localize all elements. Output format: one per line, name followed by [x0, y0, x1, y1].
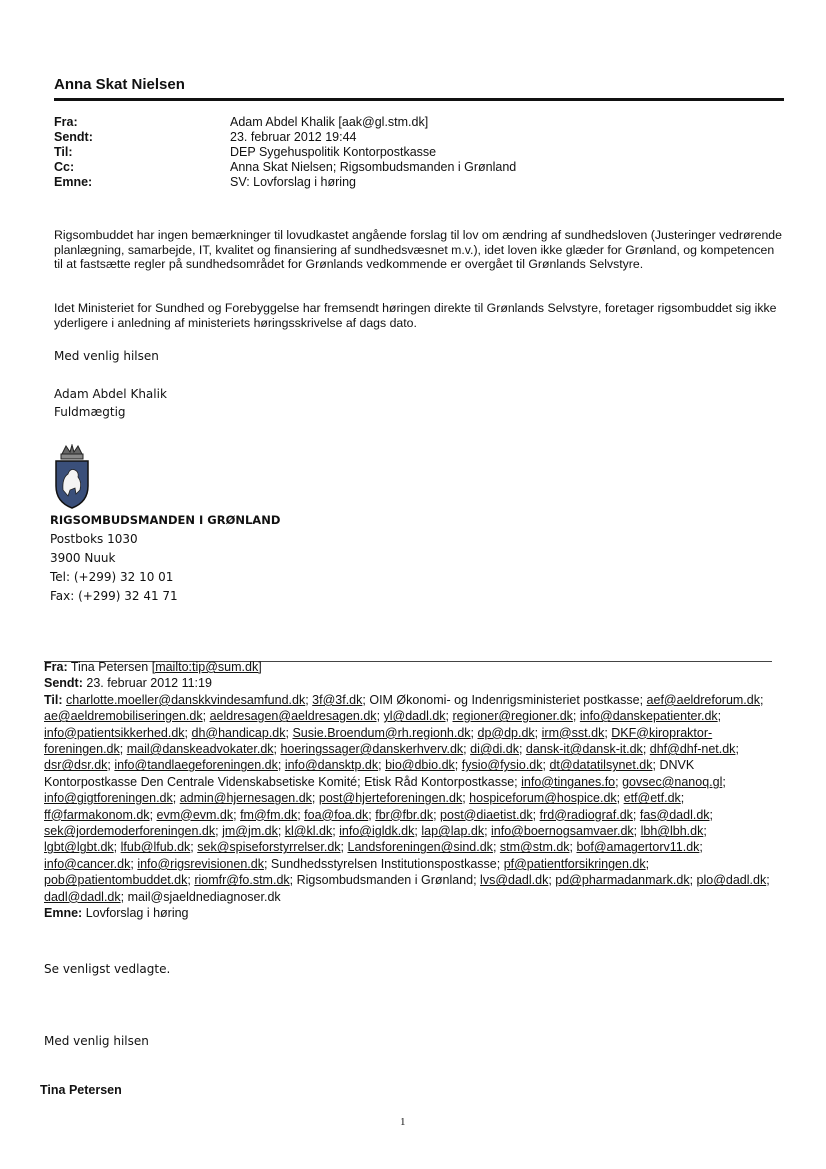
- forward-from-name: Tina Petersen: [70, 660, 149, 674]
- forward-signer: Tina Petersen: [40, 1083, 122, 1097]
- address-line: Fax: (+299) 32 41 71: [50, 589, 178, 603]
- recipient-link[interactable]: DKF@kiropraktor-foreningen.dk: [44, 725, 713, 757]
- recipient-name: Etisk Råd Kontorpostkasse: [364, 774, 515, 789]
- recipient-link[interactable]: admin@hjernesagen.dk: [179, 791, 312, 806]
- forward-from-label: Fra:: [44, 660, 68, 674]
- recipient-link[interactable]: frd@radiograf.dk: [539, 807, 633, 822]
- forward-body: Se venligst vedlagte.: [44, 962, 171, 976]
- body-paragraph-2: Idet Ministeriet for Sundhed og Forebyggelse har fremsendt høringen direkte til Grønlands Selvstyre, foretager rigsombuddet sig ikke yderligere i anledning af ministeriets høringsskrivelse af dags dato.: [54, 301, 777, 330]
- recipient-link[interactable]: hoeringssager@danskerhverv.dk: [280, 742, 464, 757]
- recipient-link[interactable]: hospiceforum@hospice.dk: [469, 791, 617, 806]
- recipient-link[interactable]: info@rigsrevisionen.dk: [137, 856, 264, 871]
- recipient-link[interactable]: stm@stm.dk: [499, 840, 570, 855]
- recipient-link[interactable]: dhf@dhf-net.dk: [649, 742, 736, 757]
- recipient-link[interactable]: kl@kl.dk: [284, 824, 333, 839]
- recipient-link[interactable]: info@boernogsamvaer.dk: [491, 824, 634, 839]
- forward-sent: 23. februar 2012 11:19: [86, 676, 212, 691]
- recipient-list: charlotte.moeller@danskkvindesamfund.dk; 3f@3f.dk; OIM Økonomi- og Indenrigsministeriet postkasse; aef@aeldreforum.dk; ae@aeldremobiliseringen.dk; aeldresagen@aeldresagen.dk; yl@dadl.dk; regioner@regioner.dk; info@danskepatienter.dk; info@patientsikkerhed.dk; dh@handicap.dk; Susie.Broendum@rh.regionh.dk; dp@dp.dk; irm@sst.dk; DKF@kiropraktor-foreningen.dk; mail@danskeadvokater.dk; hoeringssager@danskerhverv.dk; di@di.dk; dansk-it@dansk-it.dk; dhf@dhf-net.dk; dsr@dsr.dk; info@tandlaegeforeningen.dk; info@dansktp.dk; bio@dbio.dk; fysio@fysio.dk; dt@datatilsynet.dk; DNVK Kontorpostkasse Den Centrale Videnskabsetiske Komité; Etisk Råd Kontorpostkasse; info@tinganes.fo; govsec@nanoq.gl; info@gigtforeningen.dk; admin@hjernesagen.dk; post@hjerteforeningen.dk; hospiceforum@hospice.dk; etf@etf.dk; ff@farmakonom.dk; evm@evm.dk; fm@fm.dk; foa@foa.dk; fbr@fbr.dk; post@diaetist.dk; frd@radiograf.dk; fas@dadl.dk; sek@jordemoderforeningen.dk; jm@jm.dk; kl@kl.dk; info@igldk.dk; lap@lap.dk; info@boernogsamvaer.dk; lbh@lbh.dk; lgbt@lgbt.dk; lfub@lfub.dk; sek@spiseforstyrrelser.dk; Landsforeningen@sind.dk; stm@stm.dk; bof@amagertorv11.dk; info@cancer.dk; info@rigsrevisionen.dk; Sundhedsstyrelsen Institutionspostkasse; pf@patientforsikringen.dk; pob@patientombuddet.dk; riomfr@fo.stm.dk; Rigsombudsmanden i Grønland; lvs@dadl.dk; pd@pharmadanmark.dk; plo@dadl.dk; dadl@dadl.dk; mail@sjaeldnediagnoser.dk: [44, 692, 770, 904]
- meta-label-to: Til:: [54, 145, 73, 159]
- recipient-link[interactable]: dh@handicap.dk: [191, 725, 286, 740]
- recipient-link[interactable]: sek@jordemoderforeningen.dk: [44, 824, 216, 839]
- recipient-name: mail@sjaeldnediagnoser.dk: [127, 889, 281, 904]
- recipient-link[interactable]: riomfr@fo.stm.dk: [194, 873, 290, 888]
- recipient-name: Rigsombudsmanden i Grønland: [296, 873, 474, 888]
- recipient-link[interactable]: pf@patientforsikringen.dk: [503, 856, 646, 871]
- coat-of-arms-icon: [48, 444, 96, 510]
- recipient-link[interactable]: bio@dbio.dk: [385, 758, 455, 773]
- recipient-link[interactable]: regioner@regioner.dk: [452, 709, 573, 724]
- meta-label-from: Fra:: [54, 115, 78, 129]
- recipient-link[interactable]: info@gigtforeningen.dk: [44, 791, 173, 806]
- recipient-link[interactable]: fysio@fysio.dk: [461, 758, 543, 773]
- address-line: Postboks 1030: [50, 532, 138, 546]
- recipient-link[interactable]: irm@sst.dk: [541, 725, 605, 740]
- recipient-link[interactable]: info@danskepatienter.dk: [579, 709, 718, 724]
- recipient-link[interactable]: di@di.dk: [470, 742, 519, 757]
- greeting: Med venlig hilsen: [54, 349, 159, 363]
- header-rule: [54, 98, 784, 101]
- recipient-link[interactable]: info@dansktp.dk: [284, 758, 379, 773]
- body-paragraph-1: Rigsombuddet har ingen bemærkninger til lovudkastet angående forslag til lov om ændring af sundhedsloven (Justeringer vedrørende planlægning, samarbejde, IT, kvalitet og finansiering af sundhedsvæsnet m.v.), idet loven ikke glæder for Grønland, og kompetencen til at fastsætte regler på sundhedsområdet for Grønlands vedkommende er overgået til Grønlands Selvstyre.: [54, 228, 782, 271]
- recipient-link[interactable]: Susie.Broendum@rh.regionh.dk: [292, 725, 471, 740]
- forwarded-header: [44, 659, 774, 922]
- forward-from-link[interactable]: [mailto:tip@sum.dk]: [151, 660, 262, 674]
- recipient-link[interactable]: lgbt@lgbt.dk: [44, 840, 114, 855]
- recipient-link[interactable]: info@tandlaegeforeningen.dk: [114, 758, 278, 773]
- recipient-link[interactable]: 3f@3f.dk: [312, 692, 363, 707]
- recipient-link[interactable]: info@tinganes.fo: [521, 774, 616, 789]
- recipient-link[interactable]: evm@evm.dk: [156, 807, 234, 822]
- meta-from: Adam Abdel Khalik [aak@gl.stm.dk]: [230, 115, 429, 129]
- forward-subject: Lovforslag i høring: [85, 906, 189, 921]
- recipient-link[interactable]: lbh@lbh.dk: [640, 824, 704, 839]
- recipient-link[interactable]: fbr@fbr.dk: [375, 807, 434, 822]
- recipient-link[interactable]: dt@datatilsynet.dk: [549, 758, 653, 773]
- recipient-link[interactable]: lap@lap.dk: [421, 824, 485, 839]
- recipient-link[interactable]: yl@dadl.dk: [383, 709, 446, 724]
- recipient-link[interactable]: post@hjerteforeningen.dk: [318, 791, 463, 806]
- recipient-link[interactable]: lvs@dadl.dk: [480, 873, 549, 888]
- page-number: 1: [400, 1116, 406, 1128]
- recipient-name: DNVK Kontorpostkasse Den Centrale Videnskabsetiske Komité: [44, 758, 695, 789]
- organization-name: RIGSOMBUDSMANDEN I GRØNLAND: [50, 513, 281, 527]
- meta-to: DEP Sygehuspolitik Kontorpostkasse: [230, 145, 437, 159]
- meta-label-cc: Cc:: [54, 160, 75, 174]
- address-line: 3900 Nuuk: [50, 551, 116, 565]
- address-line: Tel: (+299) 32 10 01: [50, 570, 174, 584]
- forward-to-line: [44, 692, 774, 905]
- forward-sent-label: Sendt:: [44, 676, 83, 691]
- recipient-name: OIM Økonomi- og Indenrigsministeriet postkasse: [369, 692, 640, 707]
- recipient-link[interactable]: etf@etf.dk: [623, 791, 681, 806]
- recipient-link[interactable]: dp@dp.dk: [477, 725, 535, 740]
- recipient-link[interactable]: aeldresagen@aeldresagen.dk: [209, 709, 377, 724]
- meta-subject: SV: Lovforslag i høring: [230, 175, 356, 189]
- meta-label-subject: Emne:: [54, 175, 93, 189]
- recipient-link[interactable]: dansk-it@dansk-it.dk: [525, 742, 643, 757]
- recipient-link[interactable]: dadl@dadl.dk: [44, 889, 121, 904]
- recipient-link[interactable]: sek@spiseforstyrrelser.dk: [197, 840, 341, 855]
- forward-subject-label: Emne:: [44, 906, 83, 921]
- recipient-link[interactable]: info@cancer.dk: [44, 856, 131, 871]
- address-block: [50, 511, 280, 606]
- recipient-link[interactable]: jm@jm.dk: [222, 824, 278, 839]
- recipient-link[interactable]: pob@patientombuddet.dk: [44, 873, 188, 888]
- recipient-link[interactable]: info@igldk.dk: [339, 824, 415, 839]
- recipient-link[interactable]: Landsforeningen@sind.dk: [347, 840, 493, 855]
- recipient-name: Sundhedsstyrelsen Institutionspostkasse: [270, 856, 497, 871]
- recipient-link[interactable]: lfub@lfub.dk: [120, 840, 191, 855]
- meta-cc: Anna Skat Nielsen; Rigsombudsmanden i Grønland: [230, 160, 517, 174]
- forward-greeting: Med venlig hilsen: [44, 1034, 149, 1048]
- recipient-link[interactable]: mail@danskeadvokater.dk: [126, 742, 274, 757]
- recipient-link[interactable]: plo@dadl.dk: [696, 873, 767, 888]
- recipient-link[interactable]: ff@farmakonom.dk: [44, 807, 150, 822]
- forward-subject-line: [44, 905, 774, 921]
- signer-title: Fuldmægtig: [54, 405, 126, 419]
- recipient-link[interactable]: govsec@nanoq.gl: [622, 774, 723, 789]
- recipient-link[interactable]: charlotte.moeller@danskkvindesamfund.dk: [66, 692, 306, 707]
- forward-from-line: [44, 659, 774, 675]
- recipient-link[interactable]: fm@fm.dk: [240, 807, 298, 822]
- recipient-link[interactable]: pd@pharmadanmark.dk: [555, 873, 690, 888]
- recipient-link[interactable]: dsr@dsr.dk: [44, 758, 108, 773]
- recipient-link[interactable]: info@patientsikkerhed.dk: [44, 725, 185, 740]
- recipient-link[interactable]: aef@aeldreforum.dk: [646, 692, 760, 707]
- recipient-link[interactable]: bof@amagertorv11.dk: [576, 840, 700, 855]
- forward-sent-line: [44, 675, 774, 691]
- recipient-link[interactable]: ae@aeldremobiliseringen.dk: [44, 709, 203, 724]
- meta-label-sent: Sendt:: [54, 130, 93, 144]
- meta-sent: 23. februar 2012 19:44: [230, 130, 357, 144]
- recipient-link[interactable]: post@diaetist.dk: [440, 807, 533, 822]
- recipient-link[interactable]: fas@dadl.dk: [639, 807, 710, 822]
- recipient-link[interactable]: foa@foa.dk: [304, 807, 369, 822]
- mail-owner-name: Anna Skat Nielsen: [54, 76, 185, 93]
- forward-to-label: Til:: [44, 692, 63, 707]
- signer-name: Adam Abdel Khalik: [54, 387, 167, 401]
